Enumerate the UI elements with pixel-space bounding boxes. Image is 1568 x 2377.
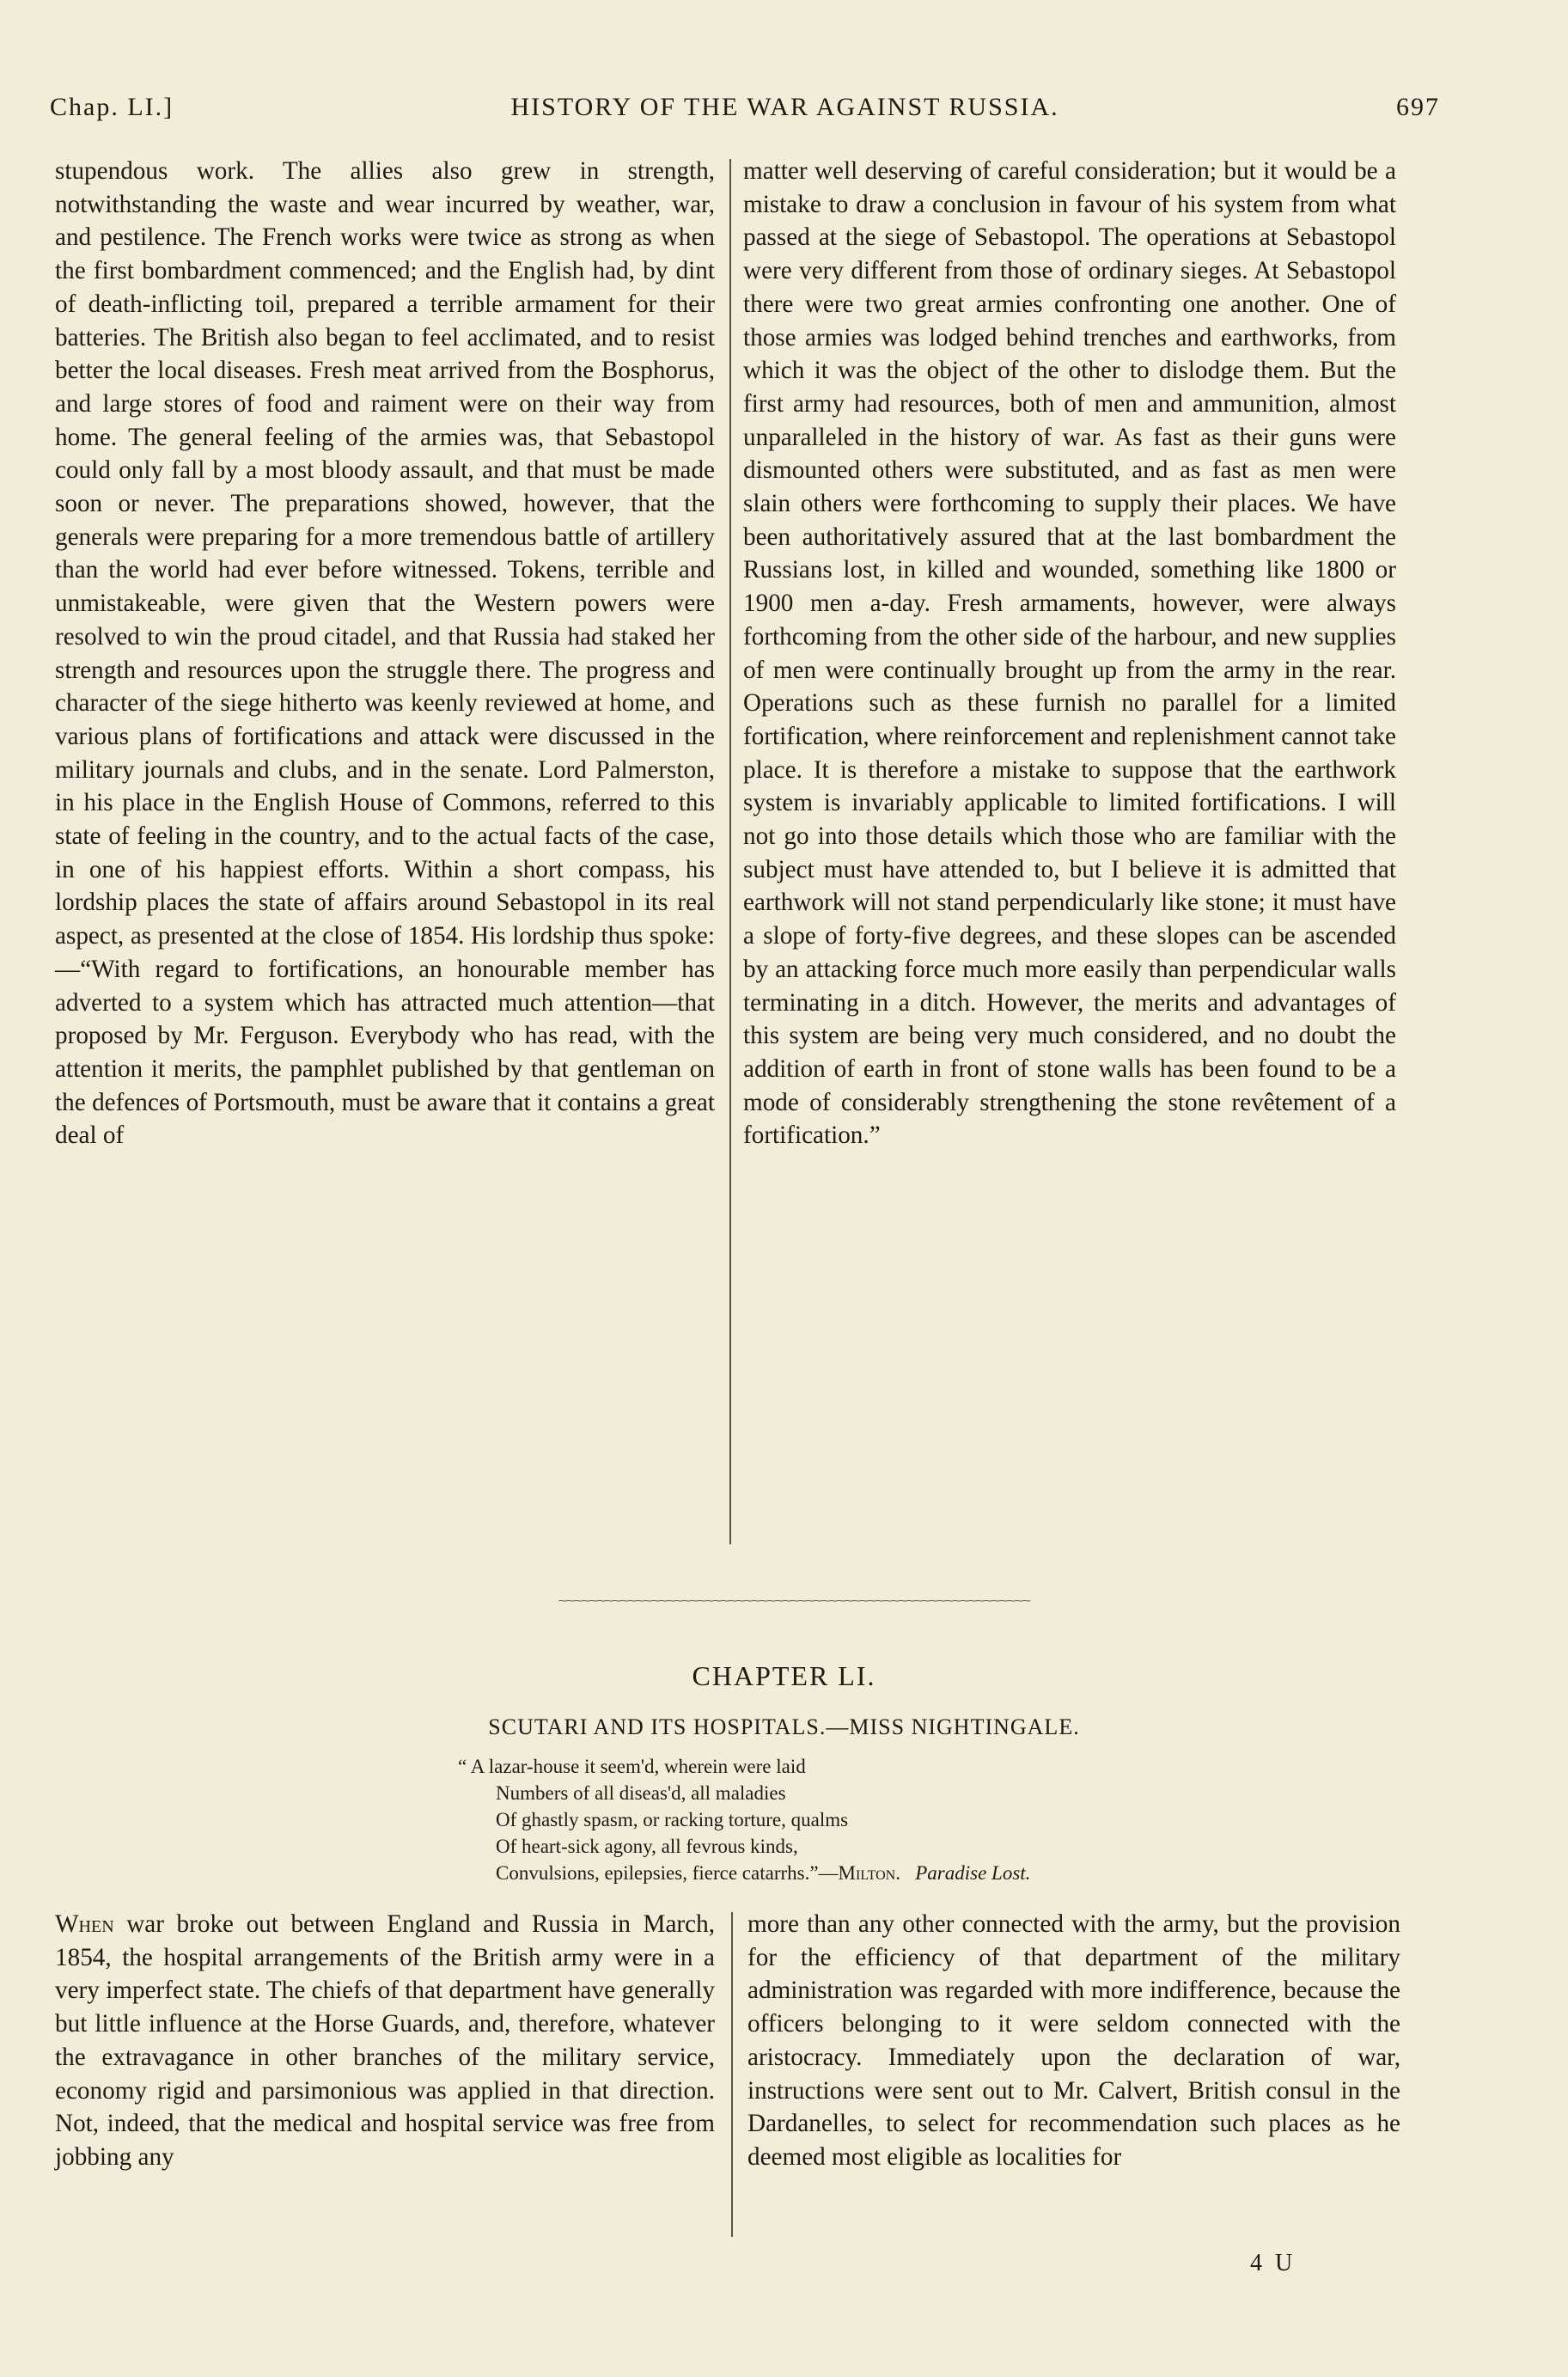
epigraph-author: Milton. xyxy=(838,1862,900,1884)
epigraph-line: Of heart-sick agony, all fevrous kinds, xyxy=(496,1836,798,1857)
lead-word: When xyxy=(55,1910,114,1938)
epigraph-line: Of ghastly spasm, or racking torture, qualms xyxy=(496,1809,849,1830)
running-title: HISTORY OF THE WAR AGAINST RUSSIA. xyxy=(510,93,1059,121)
signature-mark: 4 U xyxy=(1250,2250,1296,2276)
chapter-ref: Chap. LI.] xyxy=(50,93,174,121)
epigraph-work: Paradise Lost. xyxy=(915,1862,1031,1884)
chapter-heading: CHAPTER LI. xyxy=(692,1660,876,1691)
section-ornament: ⁓⁓⁓⁓⁓⁓⁓⁓⁓⁓⁓⁓⁓⁓⁓⁓⁓⁓⁓⁓⁓⁓⁓⁓⁓⁓⁓⁓⁓⁓⁓⁓⁓⁓⁓⁓⁓⁓⁓⁓⁓⁓⁓⁓⁓⁓⁓⁓⁓⁓⁓⁓⁓⁓⁓⁓⁓⁓⁓⁓⁓ xyxy=(558,1597,1030,1606)
bottom-left-text: war broke out between England and Russia in March, 1854, the hospital arrangements of the British army were in a very imperfect state. The chiefs of that department have generally but little influence at the Horse Guards, and, therefore, whatever the extravagance in other branches of the military service, economy rigid and parsimonious was applied in that direction. Not, indeed, that the medical and hospital service was free from jobbing any xyxy=(55,1910,715,2171)
epigraph xyxy=(458,1753,1317,1886)
bottom-left-column xyxy=(55,1908,715,2174)
column-divider-top xyxy=(729,159,731,1544)
epigraph-line: Numbers of all diseas'd, all maladies xyxy=(496,1782,786,1804)
chapter-subtitle: SCUTARI AND ITS HOSPITALS.—MISS NIGHTINGALE. xyxy=(488,1714,1080,1739)
running-header xyxy=(50,93,1440,122)
top-right-column: matter well deserving of careful consideration; but it would be a mistake to draw a conclusion in favour of his system from what passed at the siege of Sebastopol. The operations at Sebastopol were very different from those of ordinary sieges. At Sebastopol there were two great armies confronting one another. One of those armies was lodged behind trenches and earthworks, from which it was the object of the other to dislodge them. But the first army had resources, both of men and ammunition, almost unparalleled in the history of war. As fast as their guns were dismounted others were substituted, and as fast as men were slain others were forthcoming to supply their places. We have been authoritatively assured that at the last bombardment the Russians lost, in killed and wounded, something like 1800 or 1900 men a-day. Fresh armaments, however, were always forthcoming from the other side of the harbour, and new supplies of men were continually brought up from the army in the rear. Operations such as these furnish no parallel for a limited fortification, where reinforcement and replenishment cannot take place. It is therefore a mistake to suppose that the earthwork system is invariably applicable to limited fortifications. I will not go into those details which those who are familiar with the subject must have attended to, but I believe it is admitted that earthwork will not stand perpendicularly like stone; it must have a slope of forty-five degrees, and these slopes can be ascended by an attacking force much more easily than perpendicular walls terminating in a ditch. However, the merits and advantages of this system are being very much considered, and no doubt the addition of earth in front of stone walls has been found to be a mode of considerably strengthening the stone revêtement of a fortification.” xyxy=(743,157,1396,1150)
bottom-right-column: more than any other connected with the army, but the provision for the efficiency of that department of the military administration was regarded with more indifference, because the officers belonging to it were seldom connected with the aristocracy. Immediately upon the declaration of war, instructions were sent out to Mr. Calvert, British consul in the Dardanelles, to select for recommendation such places as he deemed most eligible as localities for xyxy=(747,1910,1400,2171)
epigraph-line: Convulsions, epilepsies, fierce catarrhs.”— xyxy=(496,1862,839,1884)
page-number: 697 xyxy=(1396,93,1440,121)
epigraph-last-line xyxy=(458,1860,1317,1886)
epigraph-line: “ A lazar-house it seem'd, wherein were laid xyxy=(458,1756,806,1777)
column-divider-bottom xyxy=(731,1912,733,2237)
top-left-column: stupendous work. The allies also grew in strength, notwithstanding the waste and wear incurred by weather, war, and pestilence. The French works were twice as strong as when the first bombardment commenced; and the English had, by dint of death-inflicting toil, prepared a terrible armament for their batteries. The British also began to feel acclimated, and to resist better the local diseases. Fresh meat arrived from the Bosphorus, and large stores of food and raiment were on their way from home. The general feeling of the armies was, that Sebastopol could only fall by a most bloody assault, and that must be made soon or never. The preparations showed, however, that the generals were preparing for a more tremendous battle of artillery than the world had ever before witnessed. Tokens, terrible and unmistakeable, were given that the Western powers were resolved to win the proud citadel, and that Russia had staked her strength and resources upon the struggle there. The progress and character of the siege hitherto was keenly reviewed at home, and various plans of fortifications and attack were discussed in the military journals and clubs, and in the senate. Lord Palmerston, in his place in the English House of Commons, referred to this state of feeling in the country, and to the actual facts of the case, in one of his happiest efforts. Within a short compass, his lordship places the state of affairs around Sebastopol in its real aspect, as presented at the close of 1854. His lordship thus spoke:—“With regard to fortifications, an honourable member has adverted to a system which has attracted much attention—that proposed by Mr. Ferguson. Everybody who has read, with the attention it merits, the pamphlet published by that gentleman on the defences of Portsmouth, must be aware that it contains a great deal of xyxy=(55,157,715,1150)
